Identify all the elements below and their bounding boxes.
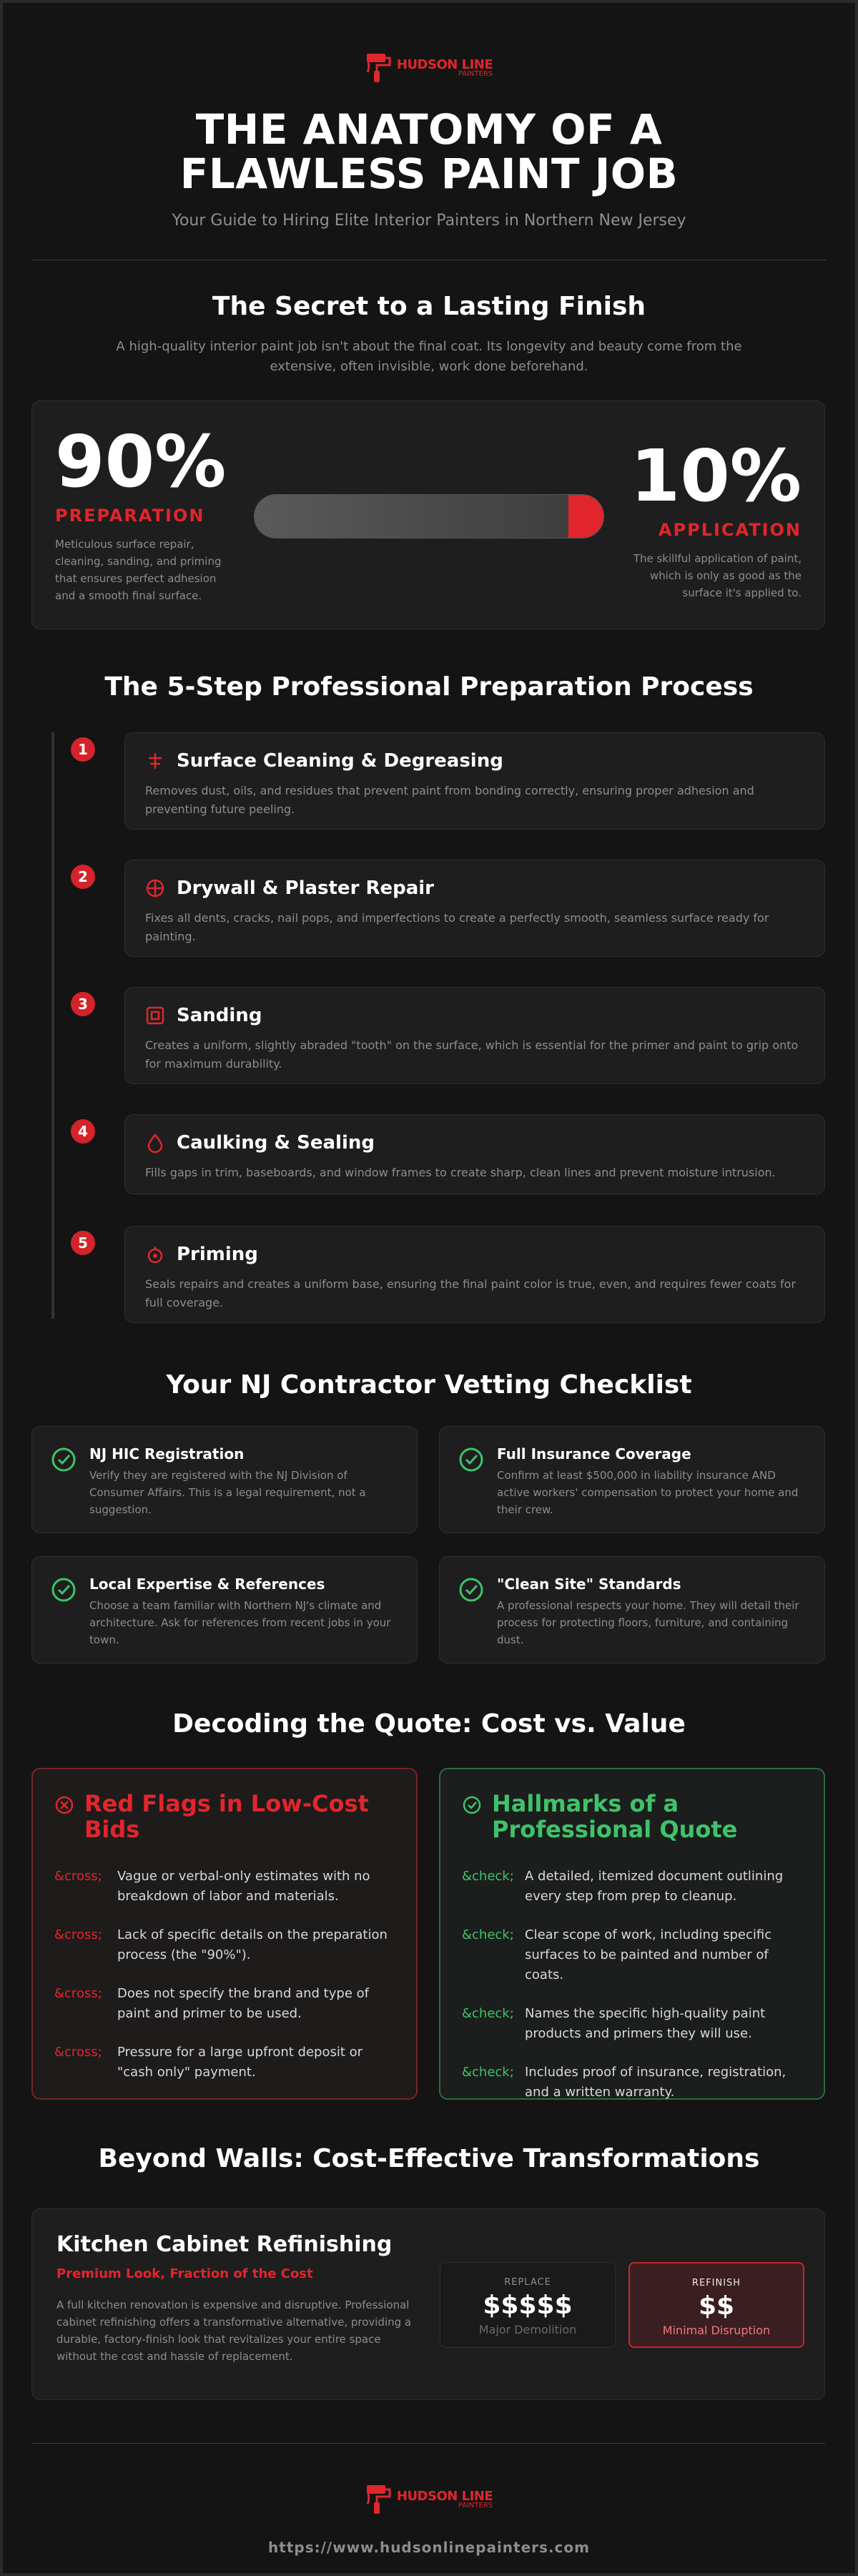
logo-wordmark: HUDSON LINE — [396, 2488, 493, 2504]
footer-divider — [31, 2443, 825, 2444]
red-flag-item — [54, 2042, 395, 2083]
hallmark-text: A detailed, itemized document outlining every step from prep to cleanup. — [525, 1869, 784, 1904]
website-link[interactable]: https://www.hudsonlinepainters.com — [268, 2539, 590, 2556]
secret-title: The Secret to a Lasting Finish — [212, 292, 646, 321]
footer — [3, 2477, 855, 2556]
page-subtitle: Your Guide to Hiring Elite Interior Painters in Northern New Jersey — [172, 212, 686, 230]
preparation-label: PREPARATION — [55, 506, 205, 526]
replace-label: REPLACE — [504, 2277, 551, 2288]
checklist-item — [31, 1426, 418, 1533]
crosshair-icon — [145, 878, 165, 898]
step-card — [124, 987, 825, 1084]
check-circle-icon — [458, 1577, 484, 1603]
infographic-page — [3, 3, 855, 2573]
red-flag-text: Lack of specific details on the preparation process (the "90%"). — [117, 1927, 388, 1962]
hallmark-text: Clear scope of work, including specific surfaces to be painted and number of coats. — [525, 1927, 772, 1982]
timeline-line — [51, 732, 54, 1319]
secret-description: A high-quality interior paint job isn't about the final coat. Its longevity and beauty come from the extensive, often invisible, work done beforehand. — [116, 339, 742, 374]
checklist-item-description: Choose a team familiar with Northern NJ's climate and architecture. Ask for references from recent jobs in your town. — [89, 1599, 391, 1646]
red-flag-item — [54, 1984, 395, 2024]
transform-title: Beyond Walls: Cost-Effective Transformations — [98, 2144, 760, 2173]
red-flag-text: Pressure for a large upfront deposit or "cash only" payment. — [117, 2045, 363, 2080]
hallmark-bullet: &check; — [462, 1927, 514, 1942]
step-description: Removes dust, oils, and residues that prevent paint from bonding correctly, ensuring proper adhesion and preventing future peeling. — [145, 784, 754, 816]
roller-icon — [145, 1244, 165, 1264]
checklist-item-description: A professional respects your home. They will detail their process for protecting floors, furniture, and containing dust. — [497, 1599, 799, 1646]
hallmark-text: Names the specific high-quality paint products and primers they will use. — [525, 2006, 766, 2041]
checklist-item-description: Confirm at least $500,000 in liability insurance AND active workers' compensation to protect your home and their crew. — [497, 1469, 799, 1516]
prep-vs-application-card — [31, 400, 825, 629]
red-flag-item — [54, 1925, 395, 1965]
checklist-item — [439, 1426, 825, 1533]
step-card — [124, 1226, 825, 1323]
replace-price: $$$$$ — [483, 2291, 573, 2320]
scraper-icon — [145, 751, 165, 771]
check-circle-icon — [51, 1577, 77, 1603]
preparation-stat — [55, 420, 227, 604]
checklist-item-title: "Clean Site" Standards — [497, 1575, 681, 1593]
red-flag-bullet: &cross; — [54, 1869, 102, 1884]
application-percent: 10% — [630, 434, 802, 518]
application-label: APPLICATION — [658, 520, 802, 540]
step-title: Surface Cleaning & Degreasing — [177, 750, 503, 772]
step-number: 3 — [69, 990, 97, 1018]
refinish-cost-box — [628, 2262, 804, 2348]
footer-logo[interactable] — [365, 2477, 493, 2520]
cabinet-title: Kitchen Cabinet Refinishing — [56, 2232, 393, 2257]
step-description: Fixes all dents, cracks, nail pops, and imperfections to create a perfectly smooth, seamless surface ready for painting. — [145, 911, 769, 943]
page-title: THE ANATOMY OF A FLAWLESS PAINT JOB — [179, 105, 679, 198]
step-card — [124, 732, 825, 830]
hallmark-text: Includes proof of insurance, registration, and a written warranty. — [525, 2065, 786, 2100]
preparation-description: Meticulous surface repair, cleaning, sanding, and priming that ensures perfect adhesion and a smooth final surface. — [55, 538, 222, 602]
check-circle-icon — [51, 1447, 77, 1473]
red-flag-bullet: &cross; — [54, 2045, 102, 2060]
paint-roller-logo-icon — [365, 2482, 393, 2515]
step-card — [124, 860, 825, 957]
logo-subtext: PAINTERS — [458, 69, 493, 78]
refinish-note: Minimal Disruption — [662, 2324, 771, 2337]
step-description: Fills gaps in trim, baseboards, and window frames to create sharp, clean lines and prevent moisture intrusion. — [145, 1166, 776, 1179]
red-flag-bullet: &cross; — [54, 1927, 102, 1942]
checklist-item-title: Full Insurance Coverage — [497, 1445, 691, 1462]
secret-section — [3, 292, 855, 377]
red-flag-text: Does not specify the brand and type of paint and primer to be used. — [117, 1986, 369, 2021]
application-stat — [616, 434, 802, 601]
prep-bar-fill — [255, 495, 568, 538]
logo-wordmark: HUDSON LINE — [396, 56, 493, 72]
step-number: 5 — [69, 1229, 97, 1257]
hallmark-bullet: &check; — [462, 2065, 514, 2080]
step-description: Creates a uniform, slightly abraded "tooth" on the surface, which is essential for the primer and paint to grip onto for maximum durability. — [145, 1038, 799, 1071]
check-circle-icon — [462, 1795, 482, 1815]
cabinet-subtitle: Premium Look, Fraction of the Cost — [56, 2266, 313, 2281]
logo-subtext: PAINTERS — [458, 2501, 493, 2509]
header — [3, 3, 855, 260]
red-flags-title: Red Flags in Low-Cost Bids — [84, 1790, 369, 1843]
checklist-item-title: Local Expertise & References — [89, 1575, 325, 1593]
red-flag-text: Vague or verbal-only estimates with no breakdown of labor and materials. — [117, 1869, 370, 1904]
refinish-label: REFINISH — [691, 2278, 741, 2289]
checklist-item-description: Verify they are registered with the NJ Division of Consumer Affairs. This is a legal requirement, not a suggestion. — [89, 1469, 366, 1516]
step-card — [124, 1114, 825, 1194]
square-icon — [145, 1006, 165, 1026]
step-title: Caulking & Sealing — [177, 1132, 375, 1154]
brand-logo[interactable] — [365, 46, 493, 89]
replace-cost-box — [440, 2262, 616, 2348]
red-flags-card — [31, 1768, 418, 2100]
application-bar-fill — [568, 495, 603, 538]
hallmarks-title: Hallmarks of a Professional Quote — [492, 1790, 738, 1843]
step-title: Priming — [177, 1244, 258, 1265]
step-title: Sanding — [177, 1005, 262, 1026]
checklist-title: Your NJ Contractor Vetting Checklist — [166, 1370, 692, 1400]
steps-title: The 5-Step Professional Preparation Process — [104, 672, 754, 702]
replace-note: Major Demolition — [478, 2323, 577, 2336]
refinish-price: $$ — [698, 2291, 735, 2321]
step-number: 4 — [69, 1117, 97, 1146]
step-description: Seals repairs and creates a uniform base, ensuring the final paint color is true, even, and requires fewer coats for full coverage. — [145, 1277, 797, 1309]
hallmark-item — [462, 2004, 802, 2044]
cabinet-refinishing-card — [31, 2208, 825, 2400]
preparation-percent: 90% — [55, 420, 227, 503]
cabinet-description: A full kitchen renovation is expensive and disruptive. Professional cabinet refinishing offers a transformative alternative, providing a durable, factory-finish look that revitalizes your entire space without the cost and hassle of replacement. — [56, 2299, 412, 2363]
application-description: The skillful application of paint, which is only as good as the surface it's applied to. — [633, 552, 802, 599]
quote-title: Decoding the Quote: Cost vs. Value — [172, 1709, 686, 1739]
step-title: Drywall & Plaster Repair — [177, 877, 434, 899]
hallmark-item — [462, 2063, 802, 2103]
red-flag-item — [54, 1867, 395, 1907]
hallmark-bullet: &check; — [462, 2006, 514, 2021]
drop-icon — [145, 1133, 165, 1153]
step-number: 1 — [69, 735, 97, 764]
checklist-item — [439, 1556, 825, 1663]
hallmark-item — [462, 1867, 802, 1907]
step-number: 2 — [69, 862, 97, 891]
red-flag-bullet: &cross; — [54, 1986, 102, 2001]
check-circle-icon — [458, 1447, 484, 1473]
hallmark-bullet: &check; — [462, 1869, 514, 1884]
hallmark-item — [462, 1925, 802, 1985]
prep-ratio-bar — [254, 494, 604, 539]
hallmarks-card — [439, 1768, 825, 2100]
paint-roller-logo-icon — [365, 51, 393, 84]
x-circle-icon — [54, 1795, 74, 1815]
checklist-item — [31, 1556, 418, 1663]
checklist-item-title: NJ HIC Registration — [89, 1445, 245, 1462]
